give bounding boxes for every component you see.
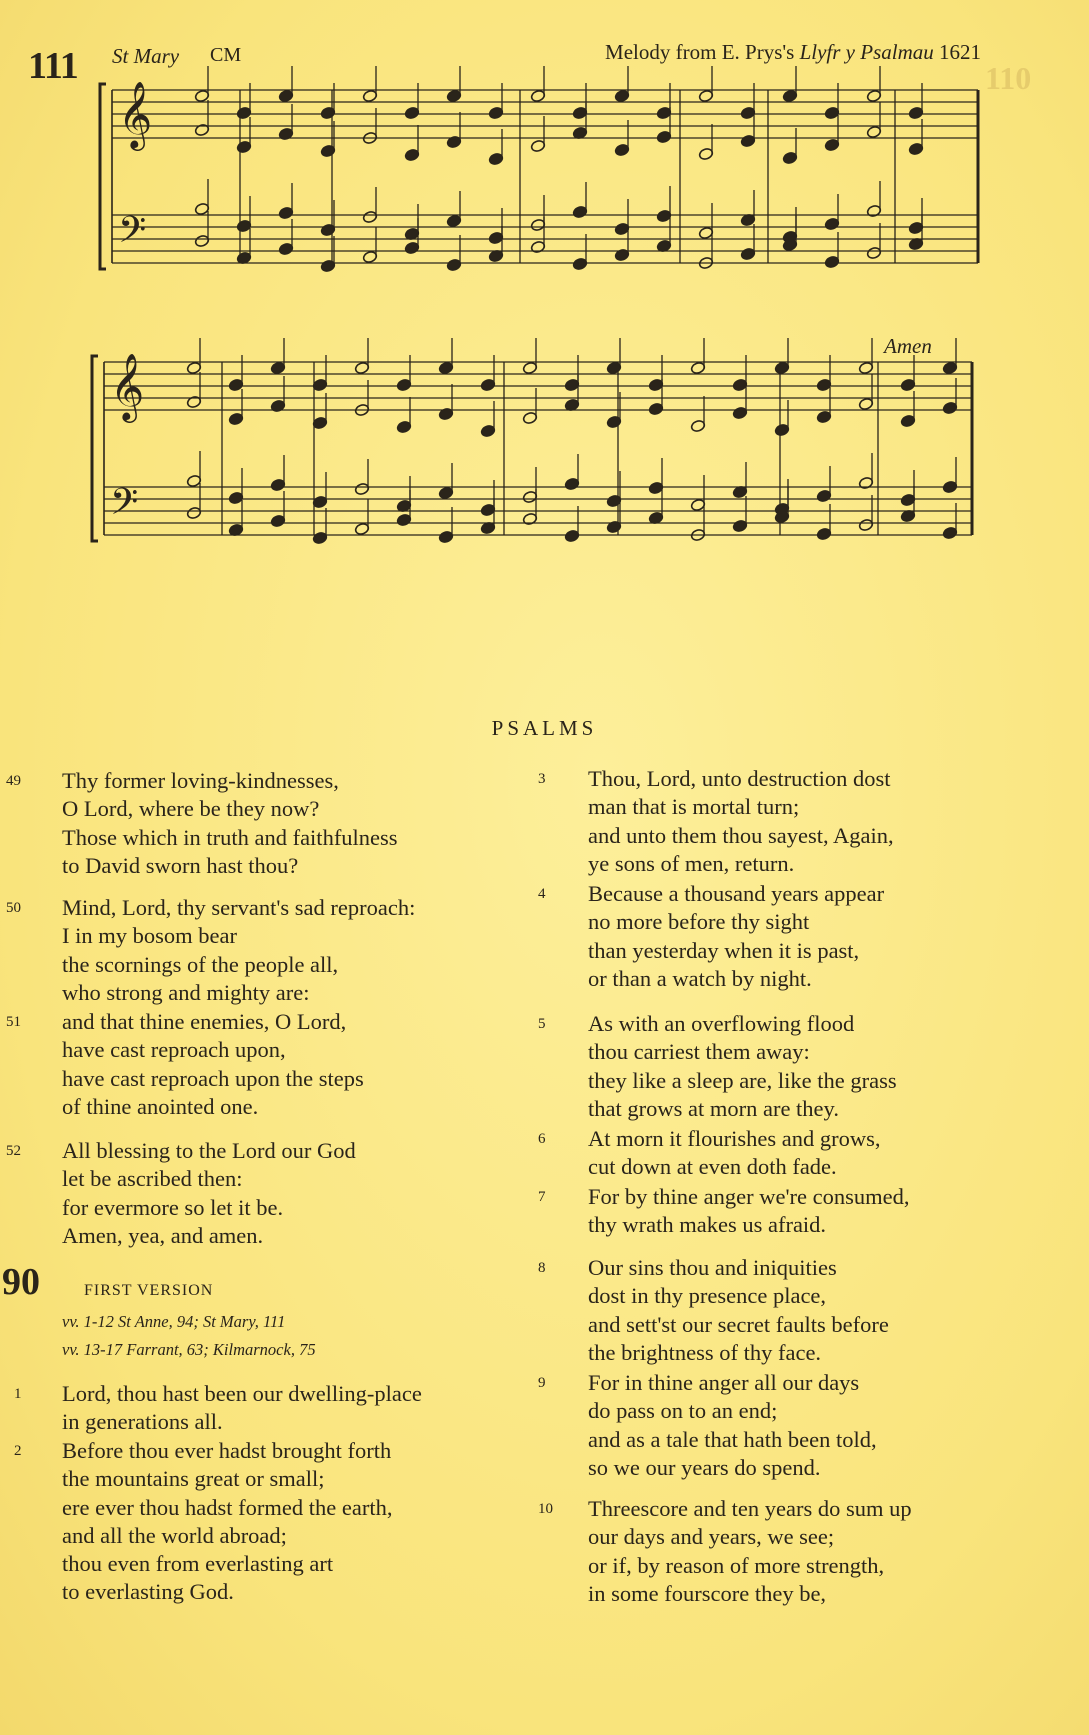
amen-label: Amen: [884, 334, 932, 358]
verse-line: of thine anointed one.: [62, 1093, 259, 1119]
verse-line: Threescore and ten years do sum up: [588, 1496, 912, 1521]
melody-credit: Melody from E. Prys's Llyfr y Psalmau 1621: [605, 40, 981, 64]
section-title: PSALMS: [491, 716, 598, 740]
tune-meter: CM: [210, 44, 242, 66]
hymn-number: 111: [28, 45, 78, 87]
verse-line: thy wrath makes us afraid.: [588, 1212, 827, 1238]
suggested-tunes-2: vv. 13-17 Farrant, 63; Kilmarnock, 75: [62, 1340, 316, 1359]
verse-line: and as a tale that hath been told,: [588, 1426, 877, 1452]
verse-line: Mind, Lord, thy servant's sad reproach:: [62, 895, 416, 920]
verse-line: thou carriest them away:: [588, 1039, 810, 1065]
verse-line: or than a watch by night.: [588, 965, 812, 991]
verse-line: Lord, thou hast been our dwelling-place: [62, 1381, 422, 1406]
verse-number: 5: [538, 1016, 546, 1032]
tune-name: St Mary: [112, 44, 180, 68]
verse-text: [62, 894, 415, 1007]
verse-line: in generations all.: [62, 1409, 223, 1435]
suggested-tunes-1: vv. 1-12 St Anne, 94; St Mary, 111: [62, 1312, 286, 1331]
verse-text: [62, 1008, 364, 1121]
verse-line: Because a thousand years appear: [588, 881, 885, 906]
verse-number: 51: [6, 1014, 21, 1030]
verse-line: man that is mortal turn;: [588, 794, 800, 820]
verse-line: have cast reproach upon,: [62, 1037, 286, 1063]
verse-text: [588, 1125, 880, 1182]
verse-line: thou even from everlasting art: [62, 1551, 334, 1577]
verse-number: 6: [538, 1131, 546, 1147]
verse-line: Amen, yea, and amen.: [62, 1222, 264, 1248]
verse-text: [588, 1495, 912, 1608]
verse-line: our days and years, we see;: [588, 1524, 835, 1550]
verse-text: [588, 1254, 889, 1367]
verse-line: for evermore so let it be.: [62, 1194, 284, 1220]
verse-line: so we our years do spend.: [588, 1454, 821, 1480]
verse-text: [588, 1010, 897, 1123]
verse-number: 9: [538, 1375, 546, 1391]
verse-line: Those which in truth and faithfulness: [62, 824, 398, 850]
verse-line: in some fourscore they be,: [588, 1580, 827, 1606]
treble-clef: 𝄞: [118, 80, 153, 148]
verse-line: I in my bosom bear: [62, 923, 237, 949]
verse-number: 2: [14, 1443, 22, 1459]
verse-line: and sett'st our secret faults before: [588, 1311, 889, 1337]
verse-line: Before thou ever hadst brought forth: [62, 1438, 392, 1463]
verse-line: have cast reproach upon the steps: [62, 1065, 364, 1091]
verse-text: [588, 765, 894, 878]
system-bracket: [100, 84, 106, 269]
verse-number: 1: [14, 1386, 22, 1402]
verse-line: or if, by reason of more strength,: [588, 1552, 885, 1578]
verse-line: For by thine anger we're consumed,: [588, 1184, 910, 1209]
verse-line: than yesterday when it is past,: [588, 937, 860, 963]
verse-line: All blessing to the Lord our God: [62, 1138, 356, 1163]
verse-text: [62, 1380, 422, 1437]
verse-text: [588, 1183, 909, 1240]
system-bracket: [92, 356, 98, 541]
verse-line: ye sons of men, return.: [588, 850, 795, 876]
verse-line: they like a sleep are, like the grass: [588, 1067, 897, 1093]
verse-line: to everlasting God.: [62, 1579, 234, 1605]
psalm-number: 90: [2, 1261, 40, 1303]
bass-clef: 𝄢: [118, 209, 147, 260]
verse-line: who strong and mighty are:: [62, 979, 310, 1005]
verse-line: Thou, Lord, unto destruction dost: [588, 766, 891, 791]
verse-number: 50: [6, 900, 21, 916]
verse-line: no more before thy sight: [588, 909, 810, 935]
verse-text: [588, 880, 884, 993]
verse-line: ere ever thou hadst formed the earth,: [62, 1494, 393, 1520]
verse-line: O Lord, where be they now?: [62, 796, 320, 822]
verse-line: let be ascribed then:: [62, 1166, 243, 1192]
verse-number: 3: [538, 771, 546, 787]
verse-text: [62, 767, 398, 880]
verse-line: Our sins thou and iniquities: [588, 1255, 837, 1280]
bass-clef: 𝄢: [110, 481, 139, 532]
verse-line: the scornings of the people all,: [62, 951, 339, 977]
verse-text: [62, 1137, 356, 1250]
verse-line: the mountains great or small;: [62, 1466, 325, 1492]
verse-number: 8: [538, 1260, 546, 1276]
verse-line: As with an overflowing flood: [588, 1011, 855, 1036]
verse-line: and all the world abroad;: [62, 1522, 287, 1548]
music-score: [0, 0, 1089, 600]
verse-line: do pass on to an end;: [588, 1398, 778, 1424]
verse-number: 7: [538, 1189, 546, 1205]
verse-line: At morn it flourishes and grows,: [588, 1126, 881, 1151]
verse-line: to David sworn hast thou?: [62, 852, 299, 878]
verse-line: that grows at morn are they.: [588, 1095, 839, 1121]
verse-number: 52: [6, 1143, 21, 1159]
verse-text: [588, 1369, 877, 1482]
verse-line: the brightness of thy face.: [588, 1339, 822, 1365]
verse-line: and unto them thou sayest, Again,: [588, 822, 894, 848]
treble-clef: 𝄞: [110, 352, 145, 420]
verse-line: and that thine enemies, O Lord,: [62, 1009, 347, 1034]
verse-line: For in thine anger all our days: [588, 1370, 860, 1395]
verse-number: 10: [538, 1501, 553, 1517]
verse-text: [62, 1437, 392, 1607]
facing-page-bleed: 110: [985, 60, 1032, 96]
verse-number: 4: [538, 886, 546, 902]
verse-line: cut down at even doth fade.: [588, 1154, 837, 1180]
verse-number: 49: [6, 773, 21, 789]
verse-line: Thy former loving-kindnesses,: [62, 768, 339, 793]
verse-line: dost in thy presence place,: [588, 1283, 827, 1309]
psalm-version: FIRST VERSION: [84, 1282, 214, 1299]
